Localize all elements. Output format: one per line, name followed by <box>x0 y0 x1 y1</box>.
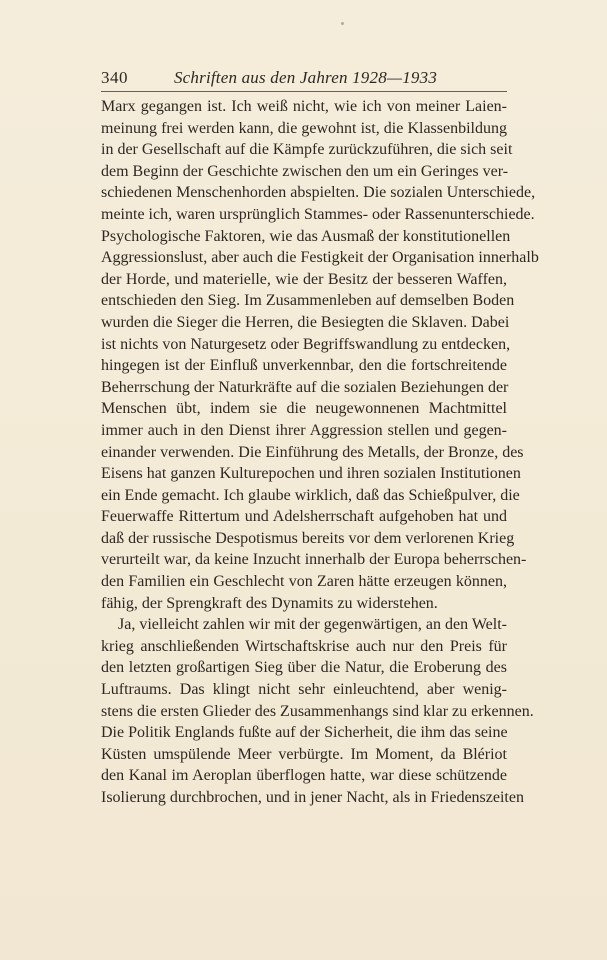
text-line: ein Ende gemacht. Ich glaube wirklich, daß das Schießpulver, die <box>101 486 520 504</box>
text-line: Isolierung durchbrochen, und in jener Nacht, als in Friedenszeiten <box>101 789 524 806</box>
text-line: der Horde, und materielle, wie der Besitz der besseren Waffen, <box>101 270 507 288</box>
text-line: den Kanal im Aeroplan überflogen hatte, war diese schützende <box>101 767 507 785</box>
text-line: ist nichts von Naturgesetz oder Begriffswandlung zu entdecken, <box>101 335 511 353</box>
text-line: daß der russische Despotismus bereits vor dem verlorenen Krieg <box>101 529 515 547</box>
text-line: dem Beginn der Geschichte zwischen den um ein Geringes ver- <box>101 162 509 180</box>
text-line: Beherrschung der Naturkräfte auf die sozialen Beziehungen der <box>101 378 509 396</box>
text-line: Küsten umspülende Meer verbürgte. Im Moment, da Blériot <box>101 745 507 763</box>
text-line: den Familien ein Geschlecht von Zaren hätte erzeugen können, <box>101 573 507 591</box>
text-line: schiedenen Menschenhorden abspielten. Die sozialen Unterschiede, <box>101 184 536 202</box>
text-line: meinte ich, waren ursprünglich Stammes- oder Rassenunterschiede. <box>101 205 535 223</box>
running-title: Schriften aus den Jahren 1928—1933 <box>173 68 438 87</box>
body-text <box>101 96 539 809</box>
text-line: Aggressionslust, aber auch die Festigkeit der Organisation innerhalb <box>101 249 539 267</box>
text-line: Feuerwaffe Rittertum und Adelsherrschaft aufgehoben hat und <box>101 508 507 526</box>
text-line: Luftraums. Das klingt nicht sehr einleuchtend, aber wenig- <box>101 681 507 699</box>
text-line: immer auch in den Dienst ihrer Aggression stellen und gegen- <box>101 421 507 439</box>
paragraph-end-line: fähig, der Sprengkraft des Dynamits zu widerstehen. <box>101 594 438 612</box>
text-line: Marx gegangen ist. Ich weiß nicht, wie ich von meiner Laien- <box>101 98 507 115</box>
text-line: Die Politik Englands fußte auf der Sicherheit, die ihm das seine <box>101 724 508 742</box>
text-line: stens die ersten Glieder des Zusammenhangs sind klar zu erkennen. <box>101 702 534 720</box>
page-speck <box>341 22 344 25</box>
running-header <box>101 68 507 88</box>
text-line: Menschen übt, indem sie die neugewonnenen Machtmittel <box>101 400 507 418</box>
text-line: meinung frei werden kann, die gewohnt ist, die Klassenbildung <box>101 119 507 137</box>
text-line: entschieden den Sieg. Im Zusammenleben auf demselben Boden <box>101 292 515 310</box>
text-line: Psychologische Faktoren, wie das Ausmaß der konstitutionellen <box>101 227 511 245</box>
text-line: einander verwenden. Die Einführung des Metalls, der Bronze, des <box>101 443 524 461</box>
header-rule <box>101 91 507 92</box>
text-line: hingegen ist der Einfluß unverkennbar, den die fortschreitende <box>101 357 507 375</box>
text-line: krieg anschließenden Wirtschaftskrise auch nur den Preis für <box>101 637 507 655</box>
text-line: verurteilt war, da keine Inzucht innerhalb der Europa beherrschen- <box>101 551 527 569</box>
text-line: in der Gesellschaft auf die Kämpfe zurückzuführen, die sich seit <box>101 141 513 159</box>
text-line: den letzten großartigen Sieg über die Natur, die Eroberung des <box>101 659 507 677</box>
paragraph-start-line: Ja, vielleicht zahlen wir mit der gegenwärtigen, an den Welt- <box>118 616 507 634</box>
page-number: 340 <box>101 68 128 87</box>
text-line: wurden die Sieger die Herren, die Besiegten die Sklaven. Dabei <box>101 313 510 331</box>
text-line: Eisens hat ganzen Kulturepochen und ihren sozialen Institutionen <box>101 465 521 483</box>
